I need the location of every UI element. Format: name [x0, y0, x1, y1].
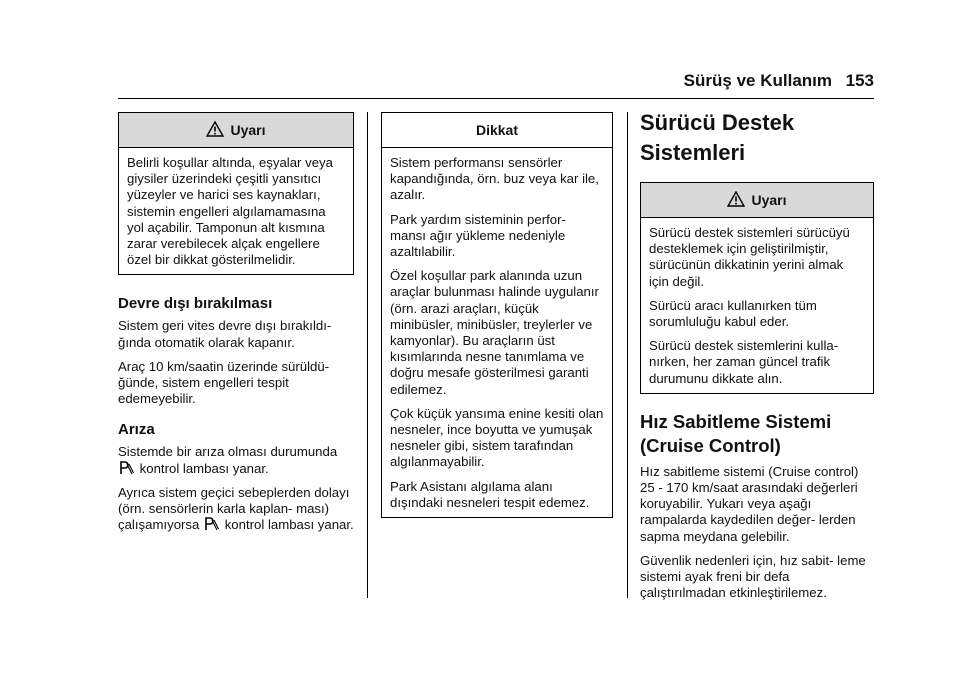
caution-p3: Özel koşullar park alanında uzun araçlar bulunması halinde uygulanır (örn. arazi araçları, küçük minibüsler, minibüsler, treylerler ve kamyonlar). Bu araçların üst kısımlarında nesne tanımlama ve doğru mesafe gösterilmesi garanti edilemez.: [390, 268, 599, 397]
fault-p2-text-after: kontrol lambası yanar.: [224, 517, 354, 533]
heading-cruise-control: Hız Sabitleme Sistemi (Cruise Control): [640, 410, 832, 456]
column-1: [118, 112, 354, 533]
warning-triangle-icon: [727, 191, 745, 210]
park-assist-icon: [120, 461, 134, 475]
column-divider: [627, 112, 628, 598]
deactivation-p2: Araç 10 km/saatin üzerinde sürüldü- ğünde, sistem engelleri tespit edemeyebilir.: [118, 358, 330, 407]
caution-box-body: [382, 148, 612, 517]
warning-box: [640, 182, 874, 394]
heading-deactivation: Devre dışı bırakılması: [118, 295, 273, 313]
column-divider: [367, 112, 368, 598]
warning-box: [118, 112, 354, 275]
heading-driver-assistance: Sürücü Destek Sistemleri: [640, 110, 795, 165]
caution-box: [381, 112, 613, 518]
caution-p1: Sistem performansı sensörler kapandığında, örn. buz veya kar ile, azalır.: [390, 155, 599, 203]
cruise-p1: Hız sabitleme sistemi (Cruise control) 25 - 170 km/saat arasındaki değerleri koruyabilir. Yukarı veya aşağı rampalarda kaydedilen değer- lerden sapma meydana gelebilir.: [640, 463, 859, 544]
caution-p4: Çok küçük yansıma enine kesiti olan nesneler, ince boyutta ve yumuşak nesneler gibi, sistem tarafından algılanmayabilir.: [390, 405, 604, 470]
warning-p2: Sürücü aracı kullanırken tüm sorumluluğu kabul eder.: [649, 297, 817, 330]
fault-p2-text: Ayrıca sistem geçici sebeplerden dolayı (örn. sensörlerin karla kaplan- ması) çalışamıyorsa: [118, 484, 350, 533]
park-assist-icon: [205, 517, 219, 531]
fault-p2: [118, 485, 354, 534]
cruise-p2: Güvenlik nedenleri için, hız sabit- leme sistemi ayak freni bir defa çalıştırılmadan etkinleştirilemez.: [640, 552, 866, 601]
fault-p1-text-after: kontrol lambası yanar.: [139, 460, 269, 476]
fault-p1: [118, 444, 354, 476]
warning-box-title: Uyarı: [751, 192, 787, 208]
warning-box-header: [119, 113, 353, 148]
fault-p1-text: Sistemde bir arıza olması durumunda: [118, 444, 338, 460]
section-title: Sürüş ve Kullanım: [683, 71, 832, 90]
warning-triangle-icon: [206, 121, 224, 140]
page-header: [0, 71, 960, 91]
warning-box-body: [641, 218, 873, 393]
heading-fault: Arıza: [118, 421, 155, 439]
warning-p1: Sürücü destek sistemleri sürücüyü desteklemek için geliştirilmiştir, sürücünün dikkatinin yerini almak için değil.: [649, 225, 850, 289]
warning-p3: Sürücü destek sistemlerini kulla- nırken, her zaman güncel trafik durumunu dikkate alın.: [649, 338, 839, 386]
warning-box-header: [641, 183, 873, 218]
warning-box-title: Uyarı: [230, 122, 266, 138]
deactivation-p1: Sistem geri vites devre dışı bırakıldı- ğında otomatik olarak kapanır.: [118, 318, 332, 350]
caution-box-title: Dikkat: [475, 122, 519, 138]
caution-p2: Park yardım sisteminin perfor- mansı ağır yükleme nedeniyle azaltılabilir.: [390, 211, 566, 260]
column-2: [381, 112, 613, 518]
page-number: 153: [845, 71, 874, 90]
warning-box-body: [119, 148, 353, 274]
caution-box-header: [382, 113, 612, 148]
column-3: [640, 112, 874, 601]
header-rule: [118, 98, 874, 99]
warning-text: Belirli koşullar altında, eşyalar veya giysiler üzerindeki çeşitli yansıtıcı yüzeyler ve harici ses kaynakları, sistemin engelleri algılamamasına yol açabilir. Tamponun alt kısmına zarar verebilecek alçak engellere özel bir dikkat gösterilmelidir.: [127, 155, 333, 268]
caution-p5: Park Asistanı algılama alanı dışındaki nesneleri tespit edemez.: [390, 478, 590, 510]
